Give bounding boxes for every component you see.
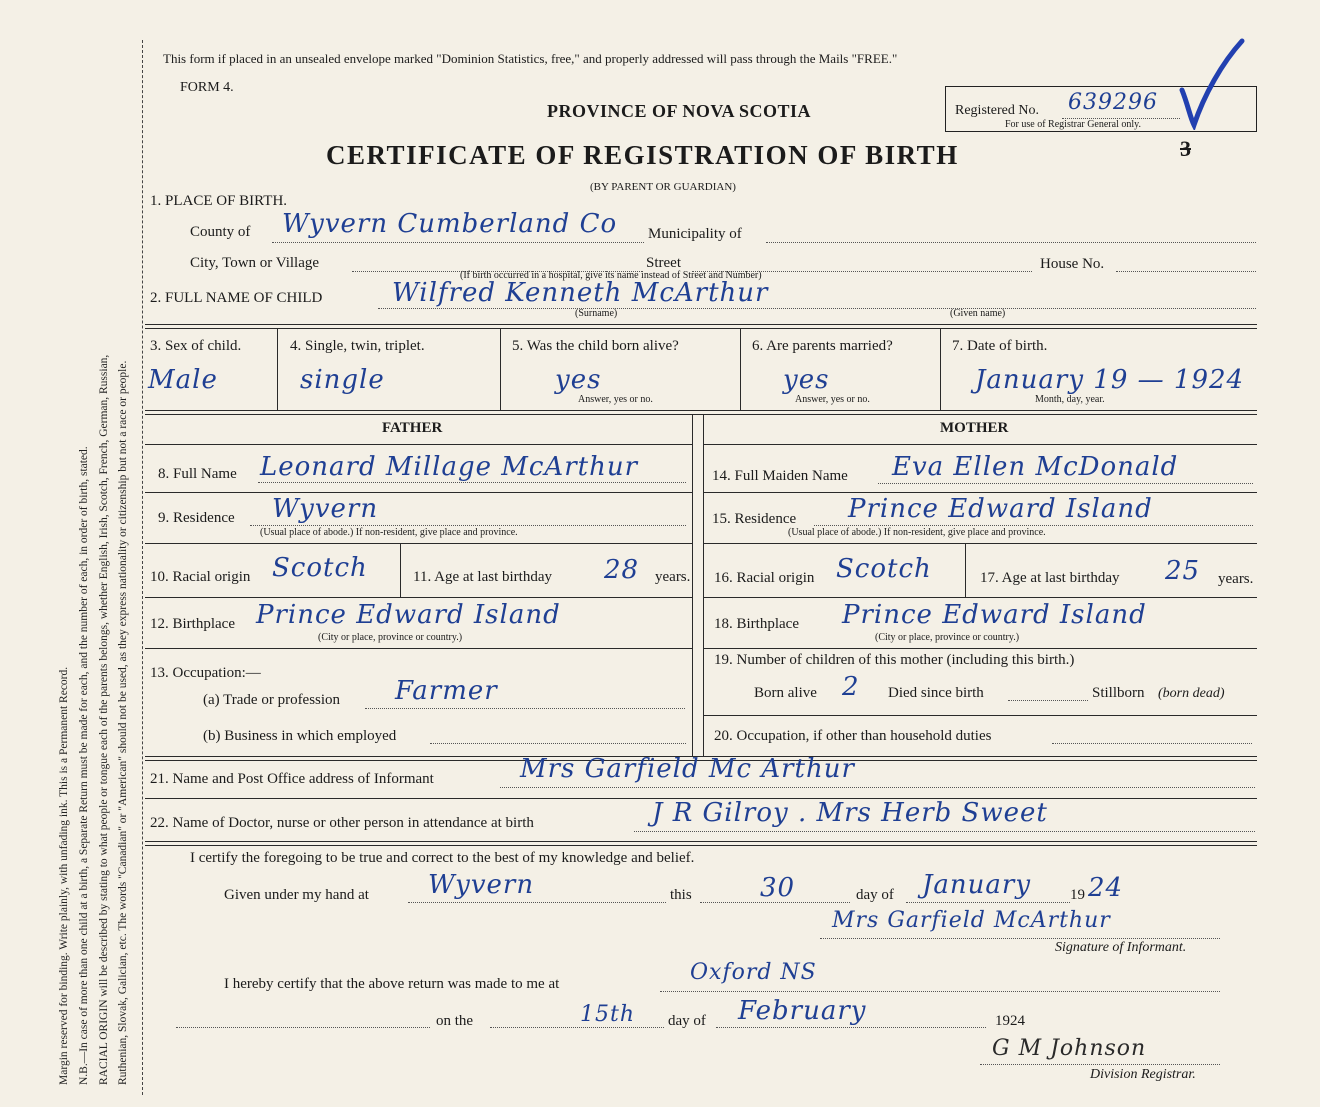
father-column-right-rule (692, 414, 693, 756)
born-alive-count-value: 2 (842, 672, 860, 702)
plurality-value: single (300, 365, 385, 395)
margin-note-racial-origin: RACIAL ORIGIN will be described by stating to what people or tongue each of the parents belongs, whether English, Irish, Scotch, French, German, Russian, (98, 354, 110, 1085)
form-number: FORM 4. (180, 80, 234, 95)
certify-year-prefix: 19 (1070, 887, 1085, 903)
informant-label: 21. Name and Post Office address of Informant (150, 771, 434, 787)
mother-age-label: 17. Age at last birthday (980, 570, 1120, 586)
sex-label: 3. Sex of child. (150, 338, 242, 354)
doctor-value: J R Gilroy . Mrs Herb Sweet (652, 798, 1048, 828)
mother-name-value: Eva Ellen McDonald (892, 452, 1179, 482)
registrar-note: For use of Registrar General only. (1005, 119, 1141, 130)
county-value: Wyvern Cumberland Co (282, 209, 618, 239)
born-alive-answer: yes (555, 365, 602, 395)
father-residence-caption: (Usual place of abode.) If non-resident, give place and province. (260, 527, 518, 538)
registrar-on-label: on the (436, 1013, 474, 1029)
certify-month-value: January (922, 870, 1032, 900)
father-trade-label: (a) Trade or profession (203, 692, 341, 708)
registrar-month-value: February (738, 996, 867, 1026)
father-age-label: 11. Age at last birthday (413, 569, 552, 585)
parents-married-label: 6. Are parents married? (752, 338, 893, 354)
certify-day-value: 30 (760, 873, 796, 903)
registrar-statement: I hereby certify that the above return was made to me at (224, 976, 560, 992)
registrar-signature-caption: Division Registrar. (1090, 1067, 1196, 1082)
province-heading: PROVINCE OF NOVA SCOTIA (547, 101, 812, 121)
document-subtitle: (BY PARENT OR GUARDIAN) (590, 181, 736, 193)
mother-heading: MOTHER (940, 420, 1009, 436)
parents-married-caption: Answer, yes or no. (795, 394, 870, 405)
child-name-value: Wilfred Kenneth McArthur (392, 278, 769, 308)
mother-children-label: 19. Number of children of this mother (including this birth.) (714, 652, 1075, 668)
certify-statement: I certify the foregoing to be true and correct to the best of my knowledge and belief. (190, 850, 695, 866)
mother-residence-value: Prince Edward Island (848, 494, 1153, 524)
father-heading: FATHER (382, 420, 443, 436)
informant-signature-caption: Signature of Informant. (1055, 940, 1187, 955)
parents-married-answer: yes (783, 365, 830, 395)
hospital-note: (If birth occurred in a hospital, give its name instead of Street and Number) (460, 270, 762, 281)
registrar-signature: G M Johnson (992, 1036, 1147, 1061)
registrar-place-value: Oxford NS (690, 960, 817, 985)
document-title: CERTIFICATE OF REGISTRATION OF BIRTH (326, 140, 959, 170)
informant-signature: Mrs Garfield McArthur (832, 908, 1111, 933)
rule-2 (145, 328, 1257, 329)
born-alive-count-label: Born alive (754, 685, 817, 701)
city-label: City, Town or Village (190, 255, 320, 271)
mother-racial-origin-value: Scotch (836, 554, 932, 584)
municipality-label: Municipality of (648, 226, 742, 242)
mother-birthplace-value: Prince Edward Island (842, 600, 1147, 630)
informant-value: Mrs Garfield Mc Arthur (520, 754, 855, 784)
mother-birthplace-label: 18. Birthplace (714, 616, 799, 632)
this-label: this (670, 887, 692, 903)
county-label: County of (190, 224, 251, 240)
mother-name-label: 14. Full Maiden Name (712, 468, 848, 484)
mother-age-unit: years. (1218, 571, 1254, 587)
father-birthplace-caption: (City or place, province or country.) (318, 632, 463, 643)
date-of-birth-caption: Month, day, year. (1035, 394, 1105, 405)
mother-residence-caption: (Usual place of abode.) If non-resident, give place and province. (788, 527, 1046, 538)
corner-mark: 3 (1180, 136, 1191, 161)
margin-note-nationality: Ruthenian, Slovak, Galician, etc. The words "Canadian" or "American" should not be used, as they express nationality or citizenship but not a race or people. (117, 360, 129, 1085)
given-under-hand-label: Given under my hand at (224, 887, 369, 903)
died-since-birth-label: Died since birth (888, 685, 984, 701)
mother-racial-origin-label: 16. Racial origin (714, 570, 815, 586)
father-birthplace-label: 12. Birthplace (150, 616, 235, 632)
mother-birthplace-caption: (City or place, province or country.) (875, 632, 1020, 643)
date-of-birth-label: 7. Date of birth. (952, 338, 1048, 354)
certify-year-value: 24 (1088, 873, 1124, 903)
born-alive-question-label: 5. Was the child born alive? (512, 338, 679, 354)
surname-caption: (Surname) (575, 308, 618, 319)
father-residence-label: 9. Residence (158, 510, 235, 526)
margin-rule (142, 40, 143, 1095)
father-racial-origin-label: 10. Racial origin (150, 569, 251, 585)
margin-note-binding: Margin reserved for binding. Write plainly, with unfading ink. This is a Permanent Record. (58, 666, 70, 1085)
stillborn-note: (born dead) (1158, 686, 1225, 701)
father-birthplace-value: Prince Edward Island (256, 600, 561, 630)
registrar-year: 1924 (995, 1013, 1025, 1029)
father-age-unit: years. (655, 569, 691, 585)
father-name-label: 8. Full Name (158, 466, 237, 482)
father-residence-value: Wyvern (272, 494, 379, 524)
child-name-label: 2. FULL NAME OF CHILD (150, 290, 323, 306)
mother-residence-label: 15. Residence (712, 511, 797, 527)
margin-note-multiple-births: N.B.—In case of more than one child at a birth, a Separate Return must be made for each, and the number of each, in order of birth, stated. (78, 446, 90, 1085)
house-number-label: House No. (1040, 256, 1105, 272)
stillborn-label: Stillborn (1092, 685, 1145, 701)
mother-occupation-label: 20. Occupation, if other than household duties (714, 728, 992, 744)
father-racial-origin-value: Scotch (272, 553, 368, 583)
registered-number: 639296 (1068, 90, 1158, 115)
father-occupation-label: 13. Occupation:— (150, 665, 261, 681)
rule-1 (145, 324, 1257, 325)
registrar-day-value: 15th (580, 1002, 636, 1027)
plurality-label: 4. Single, twin, triplet. (290, 338, 425, 354)
place-of-birth-label: 1. PLACE OF BIRTH. (150, 193, 288, 209)
doctor-label: 22. Name of Doctor, nurse or other person in attendance at birth (150, 815, 534, 831)
registrar-day-of-label: day of (668, 1013, 706, 1029)
father-trade-value: Farmer (395, 676, 498, 706)
mother-column-left-rule (703, 414, 704, 756)
registered-label: Registered No. (955, 103, 1039, 118)
father-business-label: (b) Business in which employed (203, 728, 397, 744)
born-alive-caption: Answer, yes or no. (578, 394, 653, 405)
postal-notice: This form if placed in an unsealed envelope marked "Dominion Statistics, free," and properly addressed will pass through the Mails "FREE." (163, 51, 898, 66)
sex-value: Male (148, 365, 218, 395)
street-label: Street (646, 255, 681, 271)
check-mark-icon (1170, 35, 1250, 130)
given-place-value: Wyvern (428, 870, 535, 900)
given-name-caption: (Given name) (950, 308, 1006, 319)
date-of-birth-value: January 19 — 1924 (975, 365, 1245, 395)
father-name-value: Leonard Millage McArthur (260, 452, 639, 482)
certify-day-of-label: day of (856, 887, 894, 903)
mother-age-value: 25 (1165, 556, 1201, 586)
father-age-value: 28 (604, 555, 640, 585)
